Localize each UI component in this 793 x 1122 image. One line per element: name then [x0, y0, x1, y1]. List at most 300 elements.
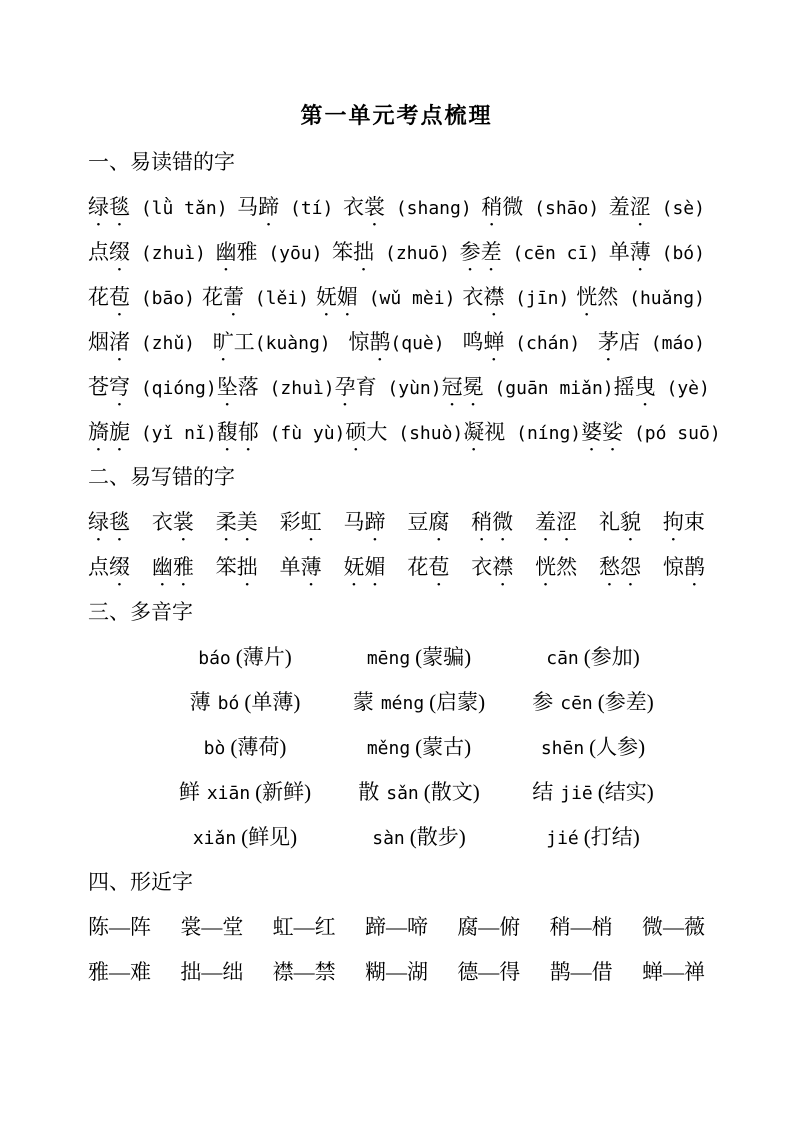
word-char: 束 [683, 510, 705, 534]
word-char: 腐 [428, 510, 450, 534]
word-char: 然 [556, 555, 578, 579]
pinyin-text: (zhuì) [130, 243, 206, 264]
word-line [88, 500, 705, 545]
polyphone-word: (鲜见) [241, 825, 298, 849]
polyphone-group [506, 635, 680, 770]
pinyin-text: (shuò) [387, 423, 464, 444]
polyphone-char: 参 [532, 690, 554, 714]
pinyin-text: (shāo) [523, 198, 600, 219]
word-char: 店 [618, 330, 640, 354]
word-char: 鹊 [369, 330, 391, 354]
polyphone-word: (打结) [583, 825, 640, 849]
polyphone-char: 散 [358, 780, 380, 804]
pinyin-text: bò [203, 738, 226, 759]
pinyin-text: cēn [560, 693, 593, 714]
word-char: 柔 [215, 510, 237, 534]
polyphone-char: 结 [532, 780, 554, 804]
pinyin-text: jiē [560, 783, 593, 804]
polyphone-word: (结实) [597, 780, 654, 804]
word-char: 毯 [109, 510, 130, 534]
word-chars [88, 545, 130, 591]
word-char: 蹄 [258, 195, 280, 219]
pinyin-word-entry [609, 185, 705, 231]
pinyin-word-line [88, 185, 705, 230]
pinyin-word-entry [481, 185, 599, 231]
pinyin-text: (fù yù) [258, 423, 346, 444]
pinyin-text: (yǐ nǐ) [130, 423, 217, 444]
word-char: 婆 [581, 420, 603, 444]
word-char: 蹄 [364, 510, 386, 534]
word-char: 愁 [599, 555, 620, 579]
section1-lines [88, 185, 721, 455]
polyphone-reading [158, 815, 332, 860]
word-char: 鹊 [683, 555, 705, 579]
pinyin-word-entry [598, 320, 705, 366]
polyphone-word: (散文) [423, 780, 480, 804]
word-char: 茅 [597, 330, 619, 354]
pinyin-word-line [88, 230, 705, 275]
polyphone-word: (参差) [597, 690, 654, 714]
word-char: 裳 [363, 195, 385, 219]
pinyin-word-entry [88, 365, 217, 411]
word-char: 冠 [441, 375, 463, 399]
word-chars [407, 545, 449, 591]
polyphone-word: (启蒙) [429, 690, 486, 714]
pinyin-text: (huǎng) [618, 288, 705, 309]
word-char: 笨 [215, 555, 237, 579]
pinyin-word-entry [614, 365, 710, 411]
section1-heading: 一、易读错的字 [88, 150, 235, 174]
word-char: 美 [236, 510, 258, 534]
pinyin-text: jié [546, 828, 579, 849]
word-chars [88, 375, 130, 399]
word-line [88, 545, 705, 590]
word-chars [348, 330, 390, 354]
pinyin-word-entry [442, 365, 614, 411]
word-char: 苞 [428, 555, 450, 579]
similar-char-pair: 鹊—借 [549, 960, 613, 984]
word-char: 拙 [353, 240, 375, 264]
word-chars [332, 240, 374, 264]
word-char: 礼 [599, 510, 620, 534]
similar-char-line [88, 905, 705, 950]
pinyin-text: (kuàng) [254, 333, 331, 354]
word-char: 马 [237, 195, 259, 219]
similar-char-pair: 微—薇 [641, 915, 705, 939]
word-chars [535, 545, 577, 591]
word-chars [237, 195, 279, 219]
word-chars [576, 285, 618, 309]
word-char: 裳 [172, 510, 194, 534]
word-char: 旎 [109, 420, 130, 444]
word-char: 烟 [88, 330, 109, 354]
word-char: 绿 [88, 195, 109, 219]
similar-char-pair: 裳—堂 [180, 915, 244, 939]
polyphone-char: 蒙 [352, 690, 374, 714]
pinyin-text: (yè) [655, 378, 710, 399]
word-char: 苞 [109, 285, 130, 309]
word-char: 单 [608, 240, 630, 264]
section2-lines [88, 500, 705, 590]
pinyin-word-entry [217, 410, 346, 456]
word-chars [280, 500, 322, 546]
word-char: 曳 [634, 375, 656, 399]
word-chars [344, 500, 386, 546]
polyphone-word: (蒙古) [415, 735, 472, 759]
word-char: 孕 [334, 375, 356, 399]
pinyin-text: báo [198, 648, 231, 669]
pinyin-word-entry [237, 185, 333, 231]
pinyin-word-entry [576, 275, 705, 321]
word-char: 绿 [88, 510, 109, 534]
word-chars [216, 545, 258, 591]
polyphone-reading [506, 770, 680, 815]
similar-char-pair: 雅—难 [88, 960, 151, 984]
polyphone-reading [332, 725, 506, 770]
word-chars [88, 330, 130, 354]
page-title: 第一单元考点梳理 [300, 103, 493, 128]
polyphone-word: (薄片) [235, 645, 292, 669]
word-char: 稍 [481, 195, 503, 219]
word-chars [216, 500, 258, 546]
pinyin-text: mēng [366, 648, 411, 669]
polyphone-reading [332, 815, 506, 860]
word-char: 摇 [613, 375, 635, 399]
word-chars [471, 545, 513, 591]
pinyin-text: (jīn) [504, 288, 570, 309]
word-char: 花 [407, 555, 429, 579]
pinyin-text: (níng) [505, 423, 582, 444]
pinyin-text: (máo) [639, 333, 705, 354]
word-chars [481, 195, 523, 219]
word-char: 彩 [279, 510, 301, 534]
pinyin-word-entry [215, 230, 322, 276]
section3-bands [88, 635, 705, 860]
word-char: 恍 [576, 285, 598, 309]
word-chars [471, 500, 513, 546]
word-char: 花 [201, 285, 223, 309]
word-char: 苍 [88, 375, 109, 399]
word-char: 妩 [315, 285, 337, 309]
pinyin-text: xiān [206, 783, 251, 804]
similar-char-pair: 拙—绌 [180, 960, 244, 984]
polyphone-word: (蒙骗) [415, 645, 472, 669]
pinyin-word-entry [462, 275, 569, 321]
word-char: 薄 [300, 555, 322, 579]
word-char: 貌 [620, 510, 641, 534]
word-chars [462, 285, 504, 309]
polyphone-word: (单薄) [244, 690, 301, 714]
similar-char-pair: 襟—禁 [272, 960, 336, 984]
word-chars [213, 330, 255, 354]
word-char: 单 [279, 555, 301, 579]
word-char: 渚 [109, 330, 130, 354]
similar-char-pair: 蝉—禅 [641, 960, 705, 984]
word-chars [462, 330, 504, 354]
word-chars [460, 240, 502, 264]
polyphone-reading [332, 680, 506, 725]
word-char: 虹 [300, 510, 322, 534]
word-char: 馥 [216, 420, 238, 444]
word-chars [343, 195, 385, 219]
similar-char-pair: 糊—湖 [364, 960, 428, 984]
word-char: 衣 [462, 285, 484, 309]
word-chars [614, 375, 656, 399]
pinyin-text: sǎn [386, 783, 419, 804]
polyphone-group [332, 635, 506, 770]
polyphone-word: (人参) [589, 735, 646, 759]
word-chars [152, 500, 194, 546]
pinyin-text: shēn [540, 738, 585, 759]
pinyin-text: cān [546, 648, 579, 669]
word-chars [535, 500, 577, 546]
word-chars [88, 500, 130, 546]
polyphone-band [88, 635, 705, 770]
polyphone-char: 鲜 [178, 780, 200, 804]
word-chars [609, 240, 651, 264]
word-char: 惊 [348, 330, 370, 354]
word-char: 惊 [662, 555, 684, 579]
pinyin-word-entry [345, 410, 463, 456]
word-char: 雅 [172, 555, 194, 579]
word-chars [463, 420, 505, 444]
pinyin-word-entry [581, 410, 721, 456]
word-chars [316, 285, 358, 309]
word-char: 羞 [535, 510, 557, 534]
pinyin-text: (wǔ mèi) [357, 288, 456, 309]
word-char: 怨 [620, 555, 641, 579]
word-chars [609, 195, 651, 219]
word-char: 幽 [215, 240, 237, 264]
word-char: 郁 [237, 420, 259, 444]
pinyin-text: (zhuì) [258, 378, 335, 399]
word-char: 稍 [471, 510, 493, 534]
word-chars [407, 500, 449, 546]
word-char: 马 [343, 510, 365, 534]
word-char: 坠 [216, 375, 238, 399]
pinyin-word-entry [332, 230, 450, 276]
word-chars [344, 545, 386, 591]
pinyin-word-entry [88, 275, 195, 321]
word-char: 涩 [629, 195, 651, 219]
pinyin-text: (lěi) [243, 288, 309, 309]
similar-char-pair: 稍—梢 [549, 915, 613, 939]
polyphone-reading [332, 770, 506, 815]
pinyin-word-entry [462, 320, 580, 366]
polyphone-group [332, 770, 506, 860]
polyphone-word: (新鲜) [255, 780, 312, 804]
polyphone-reading [506, 680, 680, 725]
polyphone-group [158, 635, 332, 770]
word-char: 娑 [602, 420, 624, 444]
pinyin-word-line [88, 320, 705, 365]
section4-lines [88, 905, 705, 995]
pinyin-text: (tí) [279, 198, 334, 219]
word-chars [599, 545, 641, 591]
pinyin-text: (què) [390, 333, 445, 354]
polyphone-reading [158, 770, 332, 815]
word-char: 缀 [109, 240, 130, 264]
word-chars [215, 240, 257, 264]
word-chars [581, 420, 623, 444]
word-chars [335, 375, 377, 399]
pinyin-text: (lǜ tǎn) [130, 198, 228, 219]
polyphone-char: 薄 [189, 690, 211, 714]
word-chars [280, 545, 322, 591]
word-chars [202, 285, 244, 309]
word-char: 育 [355, 375, 377, 399]
pinyin-text: (pó suō) [623, 423, 721, 444]
pinyin-text: méng [380, 693, 425, 714]
polyphone-reading [158, 635, 332, 680]
polyphone-reading [332, 635, 506, 680]
word-char: 落 [237, 375, 259, 399]
polyphone-word: (薄荷) [230, 735, 287, 759]
pinyin-word-entry [88, 230, 206, 276]
word-char: 视 [484, 420, 506, 444]
word-char: 豆 [407, 510, 429, 534]
word-char: 襟 [483, 285, 505, 309]
word-char: 花 [88, 285, 109, 309]
pinyin-text: (sè) [650, 198, 705, 219]
word-char: 旖 [88, 420, 109, 444]
section-polyphones [88, 590, 705, 860]
pinyin-word-line [88, 410, 721, 455]
word-char: 媚 [364, 555, 386, 579]
word-chars [345, 420, 387, 444]
word-char: 衣 [342, 195, 364, 219]
word-chars [152, 545, 194, 591]
pinyin-text: měng [366, 738, 411, 759]
pinyin-word-entry [343, 185, 472, 231]
word-char: 旷 [212, 330, 234, 354]
pinyin-word-entry [88, 410, 217, 456]
section4-heading: 四、形近字 [88, 870, 193, 894]
word-char: 微 [492, 510, 514, 534]
pinyin-text: (yùn) [376, 378, 442, 399]
polyphone-reading [506, 635, 680, 680]
polyphone-band [88, 770, 705, 860]
word-char: 蝉 [483, 330, 505, 354]
word-char: 拙 [236, 555, 258, 579]
word-char: 媚 [336, 285, 358, 309]
pinyin-text: (yōu) [257, 243, 323, 264]
word-chars [88, 195, 130, 219]
word-chars [598, 330, 640, 354]
word-chars [663, 545, 705, 591]
similar-char-pair: 蹄—啼 [364, 915, 428, 939]
pinyin-text: xiǎn [192, 828, 237, 849]
word-chars [599, 500, 641, 546]
pinyin-text: sàn [372, 828, 405, 849]
word-char: 微 [502, 195, 524, 219]
section-miswritten-characters [88, 455, 705, 590]
similar-char-line [88, 950, 705, 995]
pinyin-text: (chán) [504, 333, 581, 354]
word-char: 笨 [332, 240, 354, 264]
word-char: 大 [366, 420, 388, 444]
word-char: 鸣 [462, 330, 484, 354]
similar-char-pair: 虹—红 [272, 915, 336, 939]
word-char: 硕 [345, 420, 367, 444]
word-char: 差 [480, 240, 502, 264]
pinyin-word-entry [463, 410, 581, 456]
word-char: 恍 [535, 555, 557, 579]
word-char: 凝 [463, 420, 485, 444]
pinyin-word-entry [88, 185, 228, 231]
pinyin-word-entry [460, 230, 600, 276]
section-similar-characters [88, 860, 705, 995]
word-char: 衣 [471, 555, 493, 579]
word-char: 冕 [462, 375, 484, 399]
word-chars [217, 375, 259, 399]
pinyin-text: (bāo) [130, 288, 196, 309]
word-chars [88, 285, 130, 309]
polyphone-word: (散步) [409, 825, 466, 849]
pinyin-text: (bó) [650, 243, 705, 264]
pinyin-word-entry [316, 275, 456, 321]
pinyin-text: (shang) [384, 198, 472, 219]
word-chars [217, 420, 259, 444]
pinyin-word-entry [88, 320, 195, 366]
section-misread-characters [88, 140, 721, 455]
word-char: 然 [597, 285, 619, 309]
word-char: 妩 [343, 555, 365, 579]
pinyin-word-line [88, 365, 710, 410]
word-char: 拘 [662, 510, 684, 534]
pinyin-word-entry [217, 365, 335, 411]
polyphone-reading [158, 680, 332, 725]
pinyin-word-line [88, 275, 705, 320]
pinyin-word-entry [335, 365, 442, 411]
polyphone-word: (参加) [583, 645, 640, 669]
word-char: 襟 [492, 555, 514, 579]
section2-heading: 二、易写错的字 [88, 465, 235, 489]
pinyin-text: (cēn cī) [501, 243, 600, 264]
pinyin-word-entry [213, 320, 331, 366]
pinyin-text: (guān miǎn) [483, 378, 614, 399]
pinyin-text: (zhuō) [374, 243, 450, 264]
section3-heading: 三、多音字 [88, 600, 193, 624]
word-char: 点 [88, 240, 109, 264]
word-char: 点 [88, 555, 109, 579]
word-char: 蕾 [222, 285, 244, 309]
polyphone-group [158, 770, 332, 860]
word-char: 薄 [629, 240, 651, 264]
polyphone-reading [506, 725, 680, 770]
pinyin-word-entry [348, 320, 444, 366]
similar-char-pair: 陈—阵 [88, 915, 151, 939]
word-char: 工 [233, 330, 255, 354]
word-chars [88, 420, 130, 444]
word-chars [663, 500, 705, 546]
pinyin-word-entry [202, 275, 309, 321]
pinyin-word-entry [609, 230, 705, 276]
word-char: 参 [459, 240, 481, 264]
word-char: 幽 [151, 555, 173, 579]
word-char: 毯 [109, 195, 130, 219]
pinyin-text: bó [217, 693, 240, 714]
word-char: 缀 [109, 555, 130, 579]
similar-char-pair: 德—得 [457, 960, 521, 984]
word-char: 雅 [236, 240, 258, 264]
word-chars [88, 240, 130, 264]
word-char: 衣 [151, 510, 173, 534]
pinyin-text: (zhǔ) [130, 333, 196, 354]
polyphone-reading [158, 725, 332, 770]
word-char: 羞 [608, 195, 630, 219]
word-char: 涩 [556, 510, 578, 534]
